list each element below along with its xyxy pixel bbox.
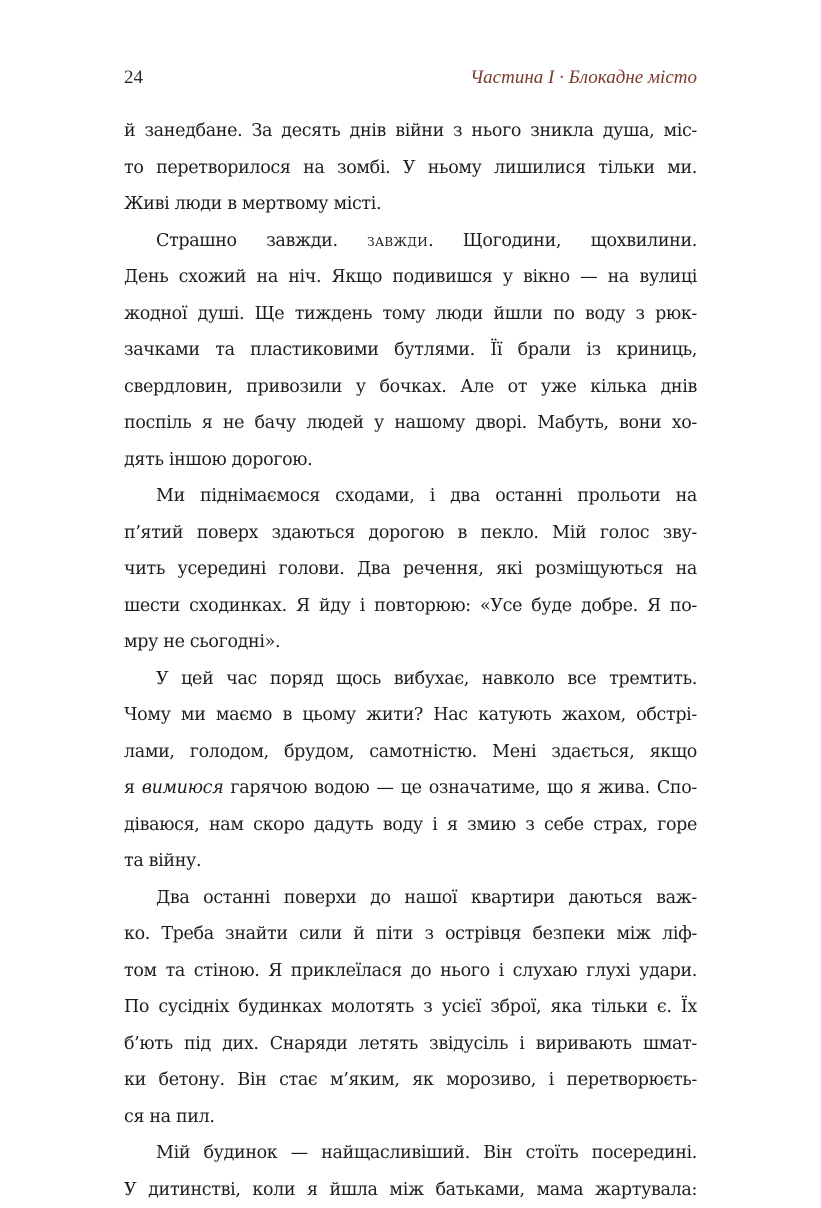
text-line: По сусідніх будинках молотять з усієї зброї, яка тільки є. Їх [124, 989, 697, 1026]
text-line: б’ють під дих. Снаряди летять звідусіль і виривають шмат- [124, 1026, 697, 1063]
text-line: ки бетону. Він стає м’яким, як морозиво, і перетворюєть- [124, 1062, 697, 1099]
text-line: Живі люди в мертвому місті. [124, 186, 697, 223]
text-line: то перетворилося на зомбі. У ньому лишилися тільки ми. [124, 150, 697, 187]
text-line: У дитинстві, коли я йшла між батьками, мама жартувала: [124, 1172, 697, 1208]
page-header [124, 64, 697, 92]
text-line: зачками та пластиковими бутлями. Її брали із криниць, [124, 332, 697, 369]
text-line: ся на пил. [124, 1099, 697, 1136]
text-line: я вимиюся гарячою водою — це означатиме, що я жива. Спо- [124, 770, 697, 807]
text-line: У цей час поряд щось вибухає, навколо все тремтить. [124, 661, 697, 698]
text-line: й занедбане. За десять днів війни з нього зникла душа, міс- [124, 113, 697, 150]
page-number: 24 [124, 64, 143, 92]
text-line: та війну. [124, 843, 697, 880]
text-line: Два останні поверхи до нашої квартири даються важ- [124, 880, 697, 917]
text-line: ко. Треба знайти сили й піти з острівця безпеки між ліф- [124, 916, 697, 953]
text-line: мру не сьогодні». [124, 624, 697, 661]
text-line: діваюся, нам скоро дадуть воду і я змию з себе страх, горе [124, 807, 697, 844]
text-line: Мій будинок — найщасливіший. Він стоїть посередині. [124, 1135, 697, 1172]
text-line: Чому ми маємо в цьому жити? Нас катують жахом, обстрі- [124, 697, 697, 734]
text-line: п’ятий поверх здаються дорогою в пекло. Мій голос зву- [124, 515, 697, 552]
text-line: Ми піднімаємося сходами, і два останні прольоти на [124, 478, 697, 515]
text-line: поспіль я не бачу людей у нашому дворі. Мабуть, вони хо- [124, 405, 697, 442]
text-line: дять іншою дорогою. [124, 442, 697, 479]
text-line: День схожий на ніч. Якщо подивишся у вікно — на вулиці [124, 259, 697, 296]
text-line: Страшно завжди. завжди. Щогодини, щохвилини. [124, 223, 697, 260]
emphasis-italic: вимиюся [142, 778, 224, 798]
text-line: том та стіною. Я приклеїлася до нього і слухаю глухі удари. [124, 953, 697, 990]
running-head: Частина I · Блокадне місто [470, 64, 697, 92]
emphasis-small-caps: завжди [367, 231, 428, 251]
text-line: лами, голодом, брудом, самотністю. Мені здається, якщо [124, 734, 697, 771]
text-line: свердловин, привозили у бочках. Але от уже кілька днів [124, 369, 697, 406]
text-line: чить усередині голови. Два речення, які розміщуються на [124, 551, 697, 588]
text-line: шести сходинках. Я йду і повторюю: «Усе буде добре. Я по- [124, 588, 697, 625]
text-line: жодної душі. Ще тиждень тому люди йшли по воду з рюк- [124, 296, 697, 333]
body-text [124, 113, 697, 1208]
